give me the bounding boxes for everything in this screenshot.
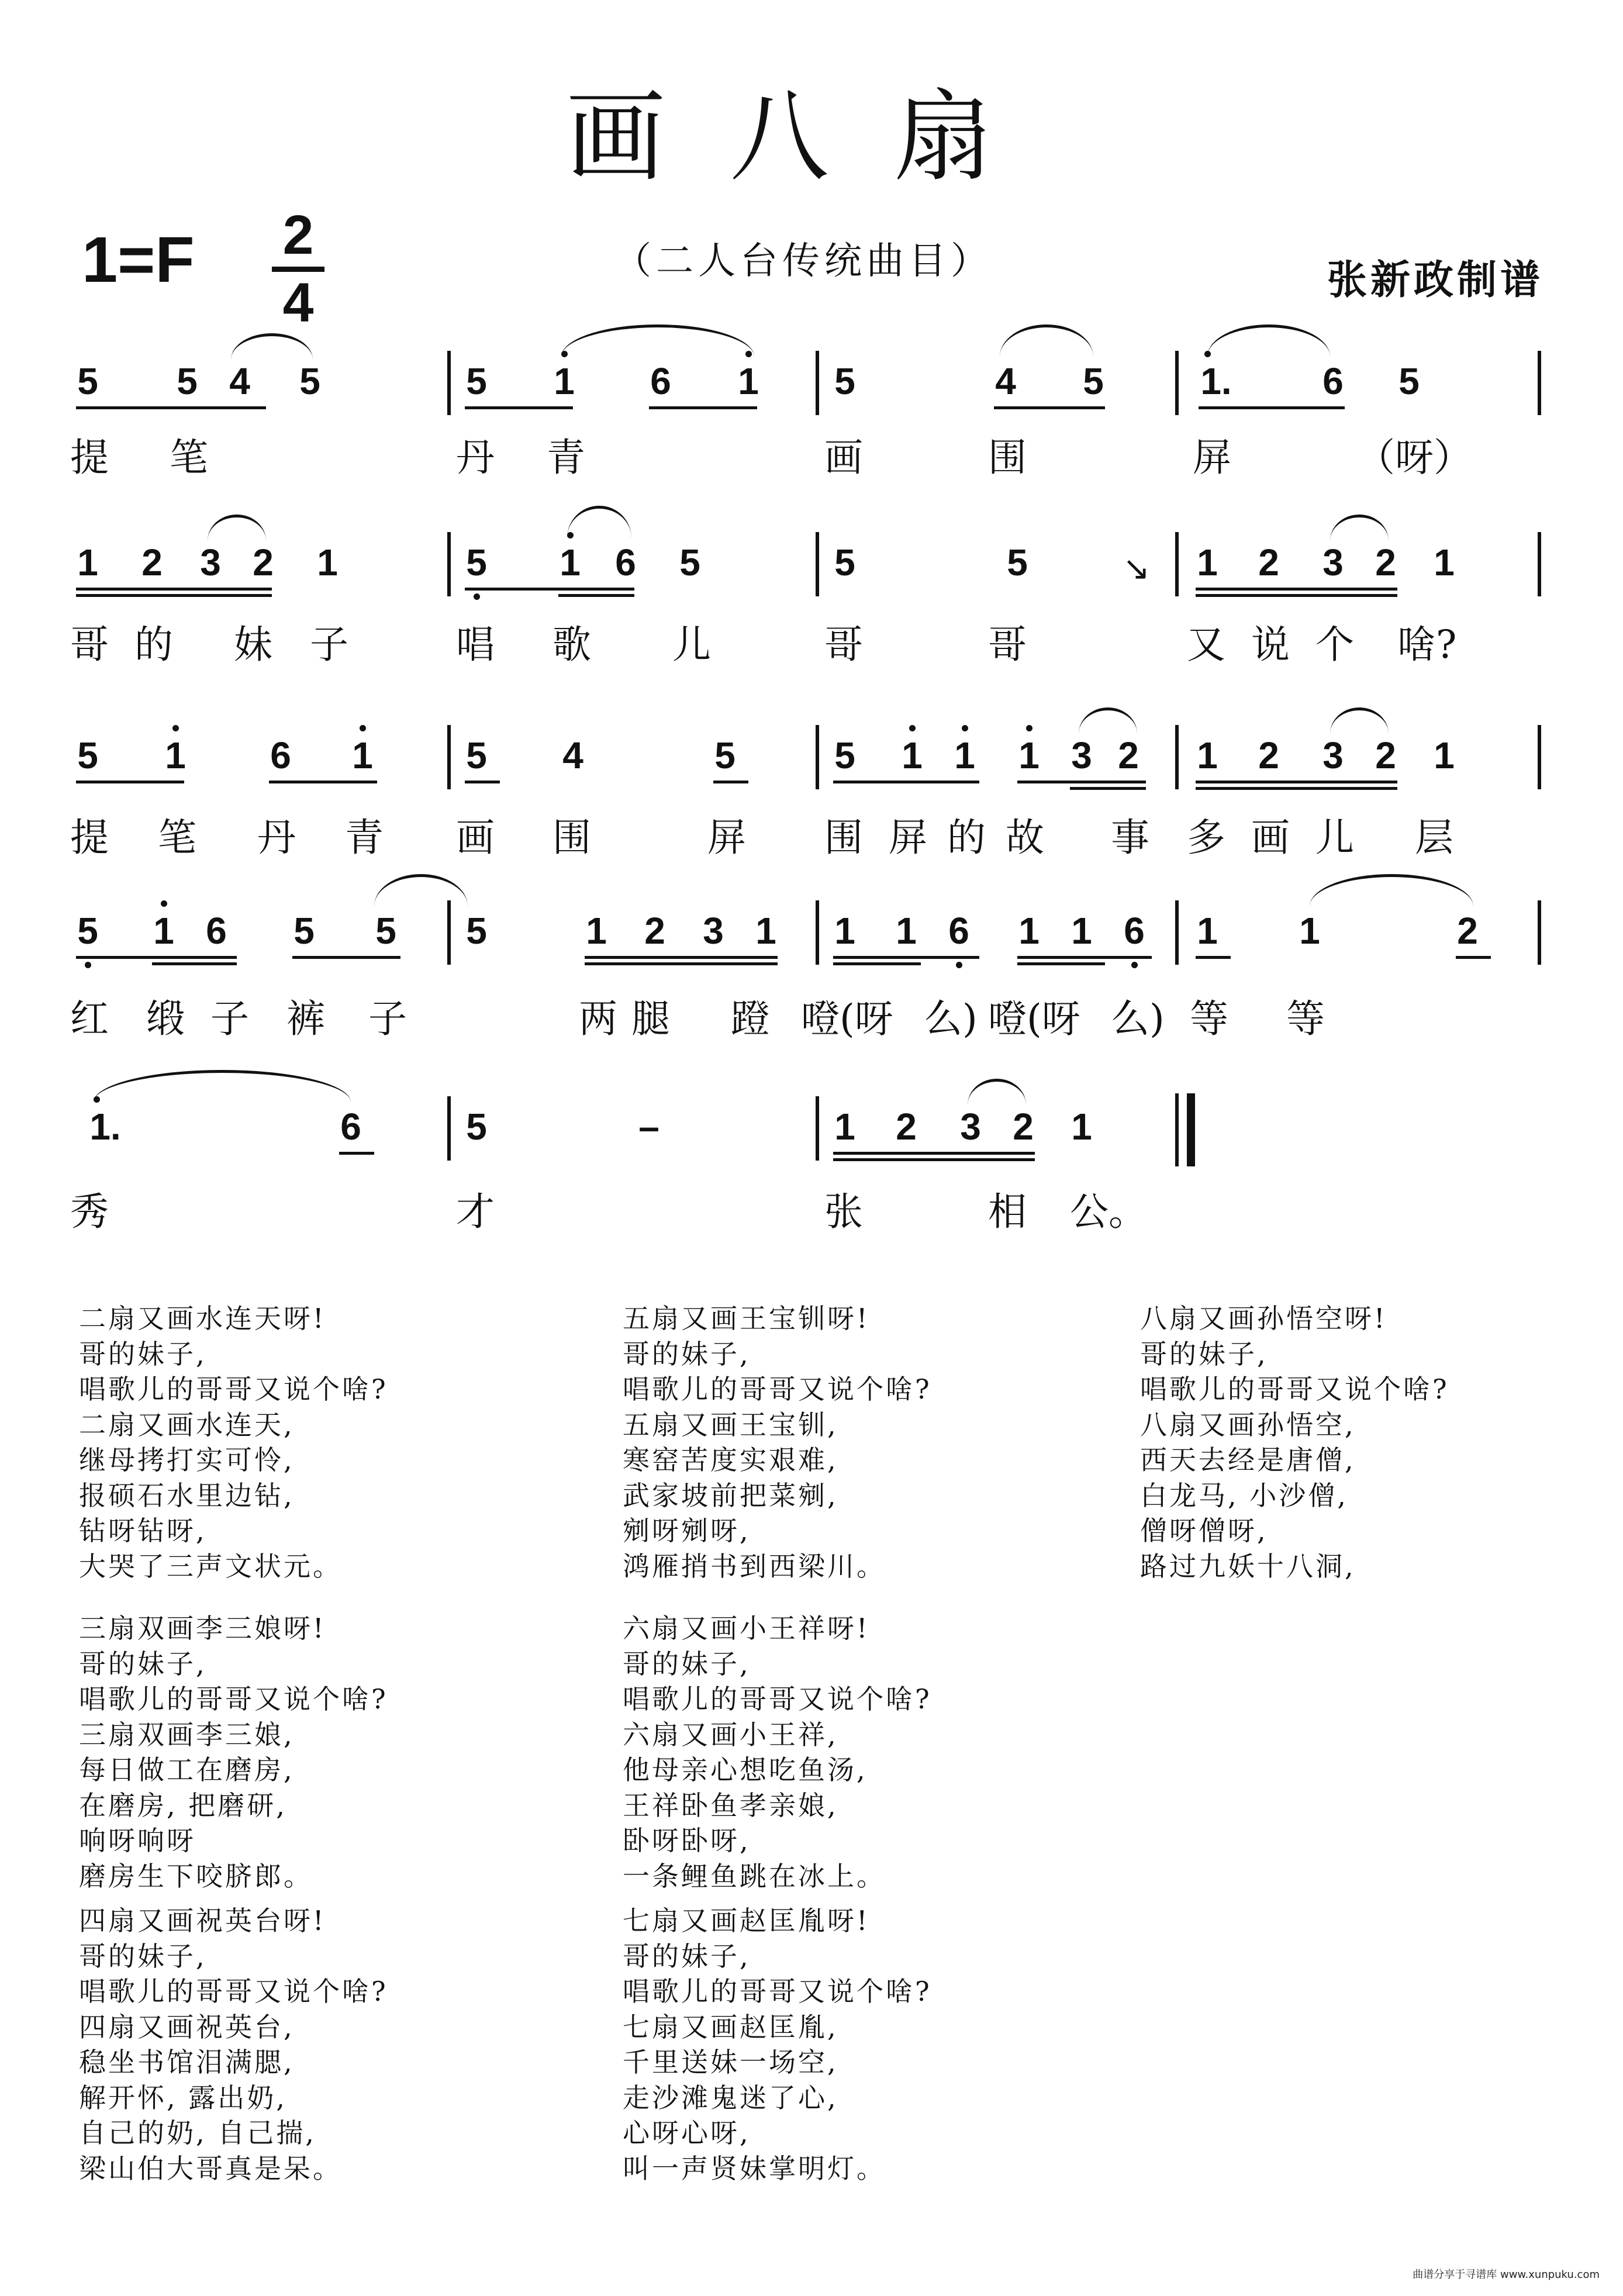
- slur: [1310, 874, 1473, 906]
- note: 3: [1322, 734, 1344, 776]
- verse-line: 梁山伯大哥真是呆。: [79, 2152, 342, 2184]
- lyric: 子: [310, 622, 348, 667]
- verse-line: 解开怀, 露出奶,: [79, 2081, 287, 2114]
- verse-line: 千里送妹一场空,: [623, 2046, 838, 2078]
- note: 2: [644, 910, 665, 952]
- verse-line: 八扇又画孙悟空,: [1140, 1408, 1356, 1441]
- underline: [585, 956, 778, 959]
- verse-line: 三扇双画李三娘呀!: [79, 1613, 326, 1644]
- note: 6: [650, 360, 671, 402]
- verse-line: 他母亲心想吃鱼汤,: [623, 1754, 868, 1786]
- note: 6: [948, 910, 969, 952]
- underline: [292, 956, 400, 959]
- barline: [1538, 900, 1541, 965]
- barline: [447, 532, 451, 596]
- composer: 张新政制谱: [1327, 257, 1544, 303]
- verse-line: 唱歌儿的哥哥又说个啥?: [79, 1373, 388, 1405]
- lyric: 歌: [552, 622, 591, 667]
- lyric: 画: [824, 435, 863, 480]
- note: 5: [77, 910, 98, 952]
- verse-line: 大哭了三声文状元。: [79, 1550, 342, 1582]
- note: 3: [1071, 734, 1092, 776]
- slur: [1079, 707, 1137, 734]
- verse-line: 卧呀卧呀,: [623, 1825, 751, 1856]
- lyric: 红: [70, 996, 109, 1041]
- lyric: 哥: [70, 622, 109, 667]
- meter-bottom: 4: [282, 272, 314, 334]
- underline: [585, 962, 778, 965]
- lyric: 妹: [234, 622, 272, 667]
- lyric: 故: [1006, 815, 1044, 860]
- note: 2: [1118, 734, 1139, 776]
- barline: [1538, 532, 1541, 596]
- verse-line: 在磨房, 把磨研,: [79, 1789, 287, 1821]
- lyric: 围: [988, 435, 1027, 480]
- underline: [76, 594, 272, 597]
- slur: [567, 506, 631, 538]
- slur: [968, 1079, 1026, 1105]
- lyric: 子: [368, 996, 407, 1041]
- lyric: 青: [547, 435, 585, 480]
- page-title: 画八扇: [565, 80, 1057, 195]
- note: 6: [1124, 910, 1145, 952]
- lyric: 屏: [707, 815, 746, 860]
- lyric: 噔(呀: [988, 996, 1080, 1041]
- lyric: 个: [1315, 622, 1354, 667]
- slur: [94, 1070, 351, 1102]
- note: 5: [77, 734, 98, 776]
- underline: [833, 781, 979, 783]
- note: 5: [466, 734, 487, 776]
- underline: [994, 406, 1105, 409]
- lyric: 围: [552, 815, 591, 860]
- slur: [1330, 707, 1389, 734]
- octave-dot: [85, 962, 91, 968]
- barline: [1175, 351, 1179, 415]
- verse-line: 二扇又画水连天呀!: [79, 1303, 326, 1334]
- note: 5: [299, 360, 320, 402]
- lyric: 的: [134, 622, 173, 667]
- lyric: 相: [988, 1189, 1027, 1234]
- lyric: 等: [1190, 996, 1228, 1041]
- verse-line: 五扇又画王宝钏,: [623, 1408, 838, 1441]
- underline: [76, 781, 184, 783]
- verse-line: 哥的妹子,: [623, 1338, 751, 1370]
- note: 5: [834, 734, 855, 776]
- octave-dot: [161, 900, 167, 907]
- underline: [465, 406, 573, 409]
- underline: [1070, 787, 1146, 790]
- notes-row: [0, 1096, 1623, 1166]
- lyric: 画: [456, 815, 495, 860]
- verse-6: [623, 1611, 932, 1894]
- verse-line: 八扇又画孙悟空呀!: [1140, 1303, 1387, 1334]
- verse-line: 三扇双画李三娘,: [79, 1718, 295, 1751]
- lyric: 多: [1187, 815, 1225, 860]
- lyric: 才: [456, 1189, 495, 1234]
- verse-line: 唱歌儿的哥哥又说个啥?: [623, 1373, 932, 1405]
- note: 3: [200, 541, 221, 584]
- verse-line: 叫一声贤妹掌明灯。: [623, 2152, 886, 2184]
- verse-line: 一条鲤鱼跳在冰上。: [623, 1860, 886, 1892]
- underline: [558, 594, 634, 597]
- lyric: 丹: [257, 815, 296, 860]
- note: 1: [1434, 734, 1455, 776]
- note: 6: [270, 734, 291, 776]
- verse-line: 自己的奶, 自己揣,: [79, 2117, 316, 2149]
- lyric: 儿: [672, 622, 711, 667]
- underline: [833, 962, 921, 965]
- note: 5: [293, 910, 315, 952]
- note: 3: [703, 910, 724, 952]
- barline: [816, 900, 819, 965]
- verse-line: 钻呀钻呀,: [79, 1515, 207, 1546]
- verse-line: 哥的妹子,: [79, 1648, 207, 1680]
- slur: [231, 333, 313, 360]
- verse-line: 六扇又画小王祥呀!: [623, 1613, 870, 1644]
- verse-2: [79, 1301, 388, 1584]
- slur: [561, 324, 754, 357]
- note: 1: [1434, 541, 1455, 584]
- lyric: 笔: [170, 435, 208, 480]
- final-barline: [1175, 1093, 1179, 1166]
- underline: [1017, 956, 1152, 959]
- watermark: 曲谱分享于寻谱库 www.xunpuku.com: [1413, 2269, 1600, 2281]
- note: 4: [562, 734, 583, 776]
- note: 2: [1258, 541, 1279, 584]
- slur: [208, 515, 266, 541]
- note: 1: [954, 734, 975, 776]
- underline: [465, 781, 500, 783]
- verse-line: 哥的妹子,: [79, 1940, 207, 1972]
- note: 1: [317, 541, 338, 584]
- subtitle: （二人台传统曲目）: [614, 240, 993, 283]
- note: 5: [1398, 360, 1420, 402]
- verse-4: [79, 1903, 388, 2186]
- verse-line: 唱歌儿的哥哥又说个啥?: [623, 1976, 932, 2007]
- barline: [816, 1096, 819, 1161]
- verse-line: 僧呀僧呀,: [1140, 1515, 1268, 1546]
- underline: [649, 406, 757, 409]
- verse-line: 稳坐书馆泪满腮,: [79, 2046, 295, 2078]
- octave-dot: [962, 725, 968, 731]
- lyric: （呀）: [1356, 435, 1472, 480]
- underline: [339, 1152, 374, 1155]
- octave-dot: [1131, 962, 1138, 968]
- note: 4: [995, 360, 1016, 402]
- lyric: 裤: [286, 996, 325, 1041]
- note: 1: [352, 734, 373, 776]
- verse-line: 哥的妹子,: [1140, 1338, 1268, 1370]
- note: 5: [714, 734, 735, 776]
- octave-dot: [956, 962, 962, 968]
- verse-line: 响呀响呀: [79, 1825, 196, 1856]
- note: 1: [738, 360, 759, 402]
- lyric: 子: [210, 996, 249, 1041]
- note: 1: [896, 910, 917, 952]
- verse-line: 唱歌儿的哥哥又说个啥?: [623, 1683, 932, 1715]
- note: 1: [1018, 910, 1040, 952]
- barline: [447, 351, 451, 415]
- note: 5: [679, 541, 700, 584]
- verse-line: 继母拷打实可怜,: [79, 1444, 295, 1476]
- verse-line: 六扇又画小王祥,: [623, 1718, 838, 1751]
- verse-line: 二扇又画水连天,: [79, 1408, 295, 1441]
- verse-line: 哥的妹子,: [79, 1338, 207, 1370]
- verse-line: 报硕石水里边钻,: [79, 1479, 295, 1511]
- meter-top: 2: [282, 204, 314, 266]
- lyric: 腿: [631, 996, 670, 1041]
- note: 4: [229, 360, 250, 402]
- note: 5: [1083, 360, 1104, 402]
- meter-line: [272, 267, 324, 272]
- underline: [833, 1158, 1035, 1161]
- underline: [1196, 781, 1397, 783]
- lyric: 噔(呀: [801, 996, 893, 1041]
- barline: [1175, 532, 1179, 596]
- octave-dot: [1026, 725, 1032, 731]
- lyric: 围: [824, 815, 863, 860]
- key-signature: 1=F: [82, 224, 195, 296]
- note: 1.: [89, 1106, 121, 1148]
- lyric: 屏: [1193, 435, 1231, 480]
- note: 3: [1322, 541, 1344, 584]
- octave-dot: [360, 725, 366, 731]
- note: 6: [206, 910, 227, 952]
- note: 5: [834, 541, 855, 584]
- lyric: 等: [1286, 996, 1325, 1041]
- note: 5: [77, 360, 98, 402]
- note: 2: [253, 541, 274, 584]
- slur: [1330, 515, 1389, 541]
- note: 1: [1197, 734, 1218, 776]
- note: 5: [834, 360, 855, 402]
- verse-8: [1140, 1301, 1449, 1584]
- verse-line: 七扇又画赵匡胤呀!: [623, 1905, 870, 1936]
- note: 1: [834, 910, 855, 952]
- verse-line: 每日做工在磨房,: [79, 1754, 295, 1786]
- note: 2: [896, 1106, 917, 1148]
- underline: [76, 406, 266, 409]
- verse-line: 四扇又画祝英台,: [79, 2011, 295, 2043]
- note: 5: [177, 360, 198, 402]
- barline: [447, 900, 451, 965]
- lyric: 儿: [1315, 815, 1354, 860]
- verse-line: 五扇又画王宝钏呀!: [623, 1303, 870, 1334]
- lyric: 秀: [70, 1189, 109, 1234]
- note: 5: [466, 541, 487, 584]
- verse-line: 四扇又画祝英台呀!: [79, 1905, 326, 1936]
- notes-row: [0, 725, 1623, 795]
- verse-line: 哥的妹子,: [623, 1648, 751, 1680]
- lyric: 事: [1111, 815, 1149, 860]
- slur: [1207, 324, 1330, 357]
- note: 5: [466, 910, 487, 952]
- underline: [465, 588, 634, 591]
- note: 1: [1299, 910, 1320, 952]
- verse-line: 白龙马, 小沙僧,: [1140, 1479, 1348, 1511]
- verse-line: 唱歌儿的哥哥又说个啥?: [79, 1976, 388, 2007]
- note: 1: [1071, 910, 1092, 952]
- note: 2: [1258, 734, 1279, 776]
- lyric: 啥?: [1397, 622, 1457, 667]
- notes-row: [0, 351, 1623, 421]
- underline: [269, 781, 377, 783]
- note: 1.: [1200, 360, 1232, 402]
- lyric: 哥: [824, 622, 863, 667]
- lyric: 么): [924, 996, 978, 1041]
- octave-dot: [172, 725, 179, 731]
- underline: [713, 781, 748, 783]
- barline: [1538, 725, 1541, 789]
- verse-line: 剜呀剜呀,: [623, 1515, 751, 1546]
- underline: [1199, 406, 1345, 409]
- lyric: 提: [70, 815, 109, 860]
- lyric: 张: [824, 1189, 863, 1234]
- slur: [374, 874, 468, 906]
- note: 1: [1197, 541, 1218, 584]
- verse-line: 心呀心呀,: [623, 2117, 751, 2149]
- lyric: 么): [1111, 996, 1165, 1041]
- lyric: 层: [1415, 815, 1453, 860]
- barline: [1175, 725, 1179, 789]
- verse-line: 唱歌儿的哥哥又说个啥?: [1140, 1373, 1449, 1405]
- note: 1: [586, 910, 607, 952]
- note: 5: [375, 910, 396, 952]
- underline: [1196, 787, 1397, 790]
- note: 2: [1375, 541, 1396, 584]
- verse-line: 走沙滩鬼迷了心,: [623, 2081, 838, 2114]
- barline: [816, 532, 819, 596]
- lyric: 屏: [889, 815, 927, 860]
- note: 5: [466, 1106, 487, 1148]
- verse-line: 鸿雁捎书到西梁川。: [623, 1550, 886, 1582]
- lyric: 笔: [158, 815, 196, 860]
- verse-line: 西天去经是唐僧,: [1140, 1444, 1356, 1476]
- verse-line: 磨房生下咬脐郎。: [79, 1860, 313, 1892]
- note: 6: [340, 1106, 361, 1148]
- octave-dot: [909, 725, 916, 731]
- lyric: 说: [1251, 622, 1290, 667]
- barline: [1175, 900, 1179, 965]
- underline: [833, 956, 979, 959]
- lyric: 蹬: [731, 996, 769, 1041]
- verse-line: 哥的妹子,: [623, 1940, 751, 1972]
- note: 6: [615, 541, 636, 584]
- lyric: 哥: [988, 622, 1027, 667]
- underline: [833, 1152, 1035, 1155]
- note: 2: [1013, 1106, 1034, 1148]
- notes-row: [0, 900, 1623, 971]
- note: 1: [1018, 734, 1040, 776]
- verse-3: [79, 1611, 388, 1894]
- note: –: [638, 1106, 659, 1148]
- note: 2: [141, 541, 163, 584]
- underline: [1017, 962, 1105, 965]
- note: 3: [960, 1106, 981, 1148]
- note: 1: [1071, 1106, 1092, 1148]
- note: 1: [554, 360, 575, 402]
- underline: [152, 962, 237, 965]
- lyric: 丹: [456, 435, 495, 480]
- note: 6: [1322, 360, 1344, 402]
- final-barline-thick: [1187, 1093, 1195, 1166]
- lyric: 公。: [1070, 1189, 1147, 1234]
- verse-line: 寒窑苦度实艰难,: [623, 1444, 838, 1476]
- note: 1: [902, 734, 923, 776]
- underline: [1196, 588, 1397, 591]
- verse-7: [623, 1903, 932, 2186]
- underline: [1017, 781, 1146, 783]
- note: 2: [1375, 734, 1396, 776]
- barline: [447, 1096, 451, 1161]
- note: 1: [77, 541, 98, 584]
- note: 1: [834, 1106, 855, 1148]
- underline: [76, 956, 237, 959]
- verse-line: 路过九妖十八洞,: [1140, 1550, 1356, 1582]
- verse-line: 王祥卧鱼孝亲娘,: [623, 1789, 838, 1821]
- time-signature: [272, 204, 324, 334]
- barline: [816, 351, 819, 415]
- lyric: 又: [1187, 622, 1225, 667]
- lyric: 提: [70, 435, 109, 480]
- verse-line: 武家坡前把菜剜,: [623, 1479, 838, 1511]
- underline: [76, 588, 272, 591]
- note: 1: [165, 734, 186, 776]
- lyric: 缎: [146, 996, 185, 1041]
- note: 5: [1007, 541, 1028, 584]
- verse-line: 七扇又画赵匡胤,: [623, 2011, 838, 2043]
- note: 5: [466, 360, 487, 402]
- note: 1: [1197, 910, 1218, 952]
- barline: [447, 725, 451, 789]
- lyric: 唱: [456, 622, 495, 667]
- lyric: 两: [579, 996, 617, 1041]
- lyric: 的: [947, 815, 986, 860]
- lyric: 画: [1251, 815, 1290, 860]
- verse-5: [623, 1301, 932, 1584]
- underline: [1196, 594, 1397, 597]
- note: 1: [755, 910, 776, 952]
- verse-line: 唱歌儿的哥哥又说个啥?: [79, 1683, 388, 1715]
- note: 1: [153, 910, 174, 952]
- barline: [1538, 351, 1541, 415]
- note: 1: [560, 541, 581, 584]
- lyric: 青: [345, 815, 384, 860]
- underline: [1456, 956, 1491, 959]
- note: 2: [1457, 910, 1478, 952]
- notes-row: [0, 532, 1623, 602]
- slur: [1000, 324, 1093, 357]
- glide-arrow-icon: ↘: [1123, 550, 1150, 588]
- octave-dot: [474, 593, 480, 600]
- barline: [816, 725, 819, 789]
- underline: [1196, 956, 1231, 959]
